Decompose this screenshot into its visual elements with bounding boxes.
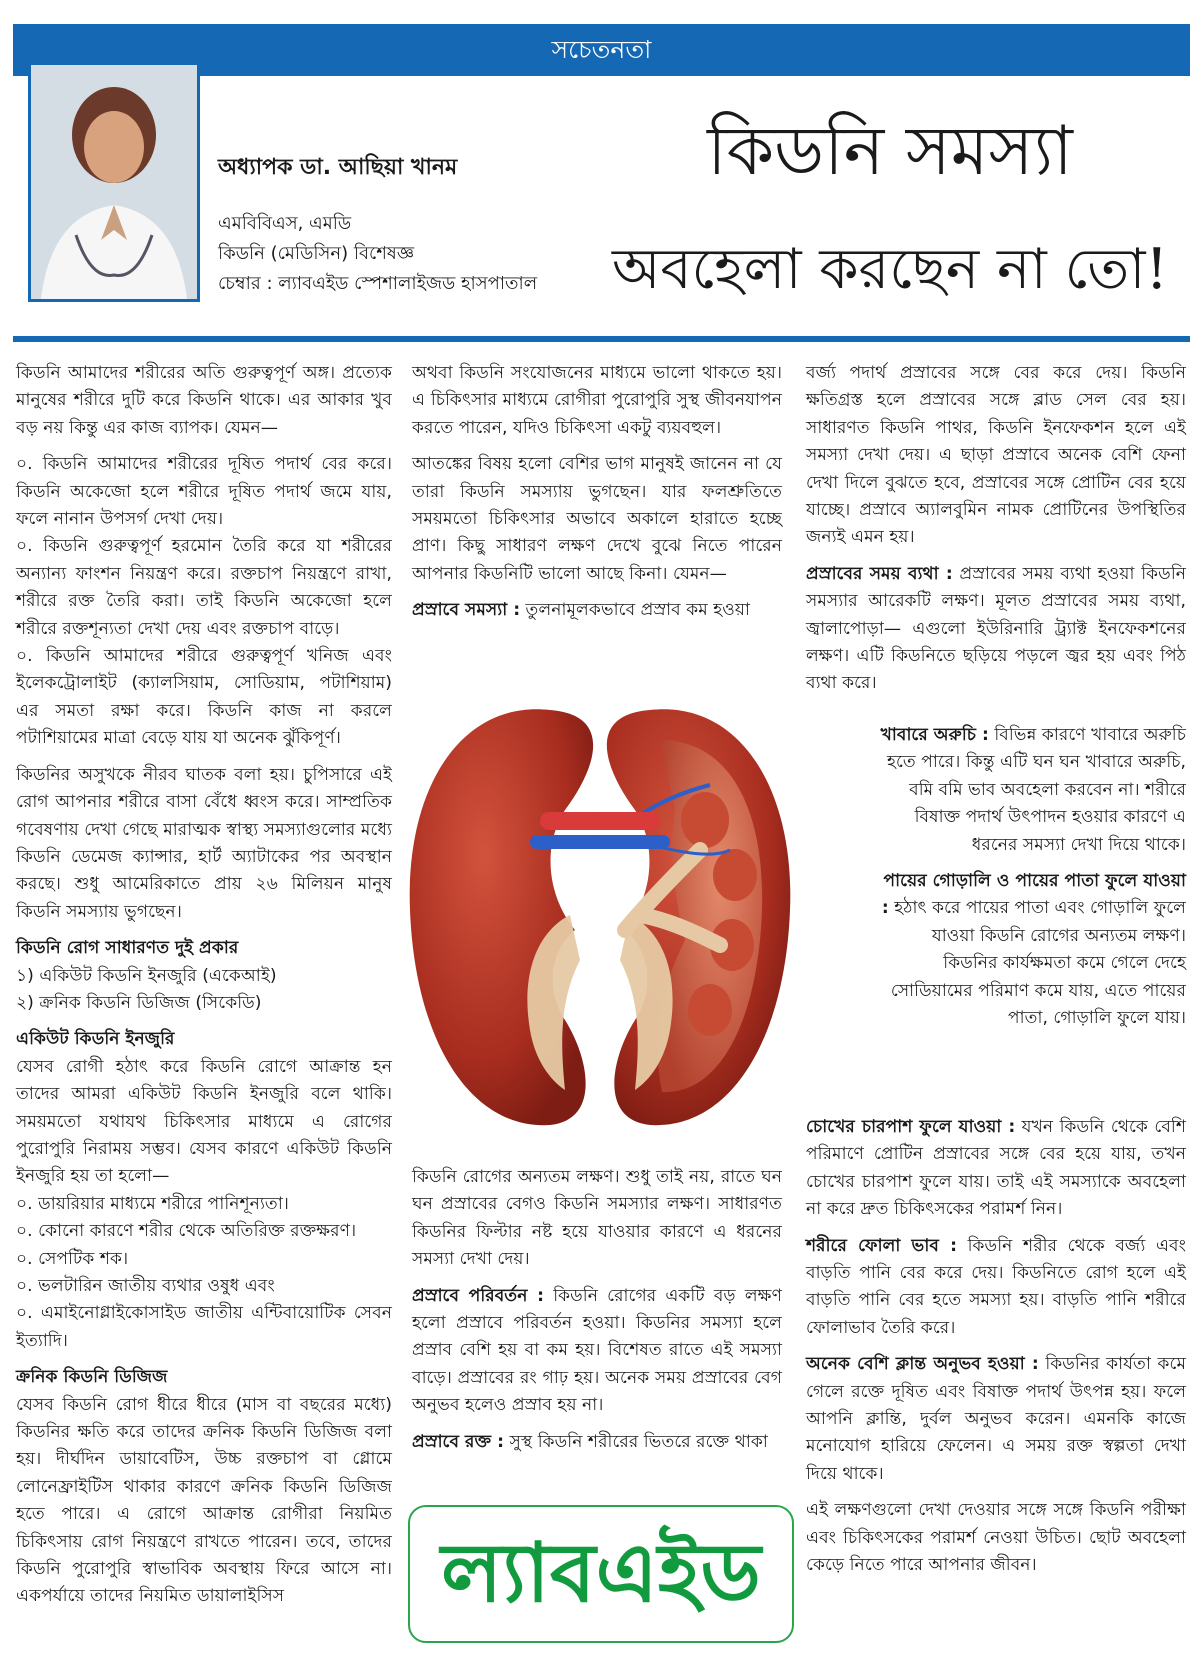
list-item: ০. এমাইনোগ্লাইকোসাইড জাতীয় এন্টিবায়োটিক সেবন ইত্যাদি। bbox=[16, 1303, 392, 1351]
paragraph: কিডনি রোগের অন্যতম লক্ষণ। শুধু তাই নয়, রাতে ঘন ঘন প্রস্রাবের বেগও কিডনি সমস্যার লক্ষণ। সাধারণত কিডনির ফিল্টার নষ্ট হয়ে যাওয়ার কারণে এ ধরনের সমস্যা দেখা দেয়। bbox=[412, 1167, 782, 1270]
labaid-logo bbox=[408, 1505, 794, 1643]
paragraph: যেসব রোগী হঠাৎ করে কিডনি রোগে আক্রান্ত হন তাদের আমরা একিউট কিডনি ইনজুরি বলে থাকি। সময়মতো যথাযথ চিকিৎসার মাধ্যমে এ রোগের পুরোপুরি নিরাময় সম্ভব। যেসব কারণে একিউট কিডনি ইনজুরি হয় তা হলো— bbox=[16, 1056, 392, 1187]
author-block bbox=[218, 150, 598, 299]
article-column-3-bottom bbox=[806, 1114, 1186, 1589]
paragraph: বর্জ্য পদার্থ প্রস্রাবের সঙ্গে বের করে দেয়। কিডনি ক্ষতিগ্রস্ত হলে প্রস্রাবের সঙ্গে ব্লাড সেল বের হয়। সাধারণত কিডনি পাথর, কিডনি ইনফেকশন হলে এই সমস্যা দেখা দেয়। এ ছাড়া প্রস্রাবে অনেক বেশি ফেনা দেখা দিলে বুঝতে হবে, প্রস্রাবের সঙ্গে প্রোটিন বের হয়ে যাচ্ছে। প্রস্রাবে অ্যালবুমিন নামক প্রোটিনের উপস্থিতির জন্যই এমন হয়। bbox=[806, 363, 1186, 548]
paragraph bbox=[806, 1233, 1186, 1343]
list-item: ০. কিডনি আমাদের শরীরের দূষিত পদার্থ বের করে। কিডনি অকেজো হলে শরীরে দূষিত পদার্থ জমে যায়, ফলে নানান উপসর্গ দেখা দেয়। bbox=[16, 454, 392, 530]
headline-line-1: কিডনি সমস্যা bbox=[707, 112, 1073, 191]
kidney-illustration bbox=[400, 700, 800, 1140]
logo-text: ল্যাবএইড bbox=[441, 1526, 761, 1621]
list-item: ০. ডায়রিয়ার মাধ্যমে শরীরে পানিশূন্যতা। bbox=[16, 1193, 289, 1214]
symptom-label: পায়ের গোড়ালি ও পায়ের পাতা ফুলে যাওয়া : bbox=[881, 871, 1186, 919]
paragraph: আতঙ্কের বিষয় হলো বেশির ভাগ মানুষই জানেন না যে তারা কিডনি সমস্যায় ভুগছেন। যার ফলশ্রুতিতে সময়মতো চিকিৎসার অভাবে অকালে হারাতে হচ্ছে প্রাণ। কিছু সাধারণ লক্ষণ দেখে বুঝে নিতে পারেন আপনার কিডনিটি ভালো আছে কিনা। যেমন— bbox=[412, 454, 782, 584]
list-item: ২) ক্রনিক কিডনি ডিজিজ (সিকেডি) bbox=[16, 992, 262, 1013]
author-degree: এমবিবিএস, এমডি bbox=[218, 213, 352, 234]
list-item: ১) একিউট কিডনি ইনজুরি (একেআই) bbox=[16, 965, 277, 986]
symptom-label: প্রস্রাবে পরিবর্তন : bbox=[412, 1285, 545, 1306]
paragraph bbox=[412, 1429, 782, 1456]
article-column-3-top bbox=[806, 360, 1186, 707]
symptom-text: সুস্থ কিডনি শরীরের ভিতরে রক্তে থাকা bbox=[504, 1431, 768, 1452]
symptom-label: প্রস্রাবে সমস্যা : bbox=[412, 600, 521, 621]
symptom-text: বিভিন্ন কারণে খাবারে অরুচি হতে পারে। কিন্তু এটি ঘন ঘন খাবারে অরুচি, বমি বমি ভাব অবহেলা করবেন না। শরীরে বিষাক্ত পদার্থ উৎপাদন হওয়ার কারণে এ ধরনের সমস্যা দেখা দিয়ে থাকে। bbox=[886, 725, 1186, 855]
headline-line-2: অবহেলা করছেন না তো! bbox=[612, 237, 1168, 302]
author-chamber: চেম্বার : ল্যাবএইড স্পেশালাইজড হাসপাতাল bbox=[218, 273, 538, 294]
paragraph bbox=[412, 597, 782, 624]
symptom-text: প্রস্রাবের সময় ব্যথা হওয়া কিডনি সমস্যার আরেকটি লক্ষণ। মূলত প্রস্রাবের সময় ব্যথা, জ্বালাপোড়া— এগুলো ইউরিনারি ট্র্যাক্ট ইনফেকশনের লক্ষণ। এটি কিডনিতে ছড়িয়ে পড়লে জ্বর হয় এবং পিঠ ব্যথা করে। bbox=[806, 563, 1186, 694]
symptom-label: অনেক বেশি ক্লান্ত অনুভব হওয়া : bbox=[806, 1354, 1039, 1375]
list-item: ০. কোনো কারণে শরীর থেকে অতিরিক্ত রক্তক্ষরণ। bbox=[16, 1221, 357, 1242]
symptom-text: কিডনি রোগের একটি বড় লক্ষণ হলো প্রস্রাবে পরিবর্তন হওয়া। কিডনির সমস্যা হলে প্রস্রাব বেশি হয় বা কম হয়। বিশেষত রাতে এই সমস্যা বাড়ে। প্রস্রাবের রং গাঢ় হয়। অনেক সময় প্রস্রাবের বেগ অনুভব হলেও প্রস্রাব হয় না। bbox=[412, 1285, 782, 1416]
symptom-label: প্রস্রাবের সময় ব্যথা : bbox=[806, 563, 953, 584]
article-column-2-bottom bbox=[412, 1164, 782, 1465]
paragraph bbox=[806, 1114, 1186, 1224]
subheading: কিডনি রোগ সাধারণত দুই প্রকার bbox=[16, 938, 239, 959]
paragraph: অথবা কিডনি সংযোজনের মাধ্যমে ভালো থাকতে হয়। এ চিকিৎসার মাধ্যমে রোগীরা পুরোপুরি সুস্থ জীবনযাপন করতে পারেন, যদিও চিকিৎসা একটু ব্যয়বহুল। bbox=[412, 363, 782, 438]
symptom-label: প্রস্রাবে রক্ত : bbox=[412, 1431, 505, 1452]
paragraph bbox=[412, 1283, 782, 1420]
article-column-3-wrap bbox=[880, 722, 1186, 1041]
symptom-text: হঠাৎ করে পায়ের পাতা এবং গোড়ালি ফুলে যাওয়া কিডনি রোগের অন্যতম লক্ষণ। কিডনির কার্যক্ষমতা কমে গেলে দেহে সোডিয়ামের পরিমাণ কমে যায়, এতে পায়ের পাতা, গোড়ালি ফুলে যায়। bbox=[888, 898, 1186, 1029]
section-banner: সচেতনতা bbox=[13, 24, 1190, 76]
paragraph: কিডনির অসুখকে নীরব ঘাতক বলা হয়। চুপিসারে এই রোগ আপনার শরীরে বাসা বেঁধে ধ্বংস করে। সাম্প্রতিক গবেষণায় দেখা গেছে মারাত্মক স্বাস্থ্য সমস্যাগুলোর মধ্যে কিডনি ডেমেজ ক্যান্সার, হার্ট অ্যাটাকের পর অবস্থান করছে। শুধু আমেরিকাতে প্রায় ২৬ মিলিয়ন মানুষ কিডনি সমস্যায় ভুগছেন। bbox=[16, 764, 392, 922]
subheading: একিউট কিডনি ইনজুরি bbox=[16, 1029, 175, 1050]
article-column-2-top bbox=[412, 360, 782, 634]
paragraph: এই লক্ষণগুলো দেখা দেওয়ার সঙ্গে সঙ্গে কিডনি পরীক্ষা এবং চিকিৎসকের পরামর্শ নেওয়া উচিত। ছোট অবহেলা কেড়ে নিতে পারে আপনার জীবন। bbox=[806, 1500, 1186, 1576]
symptom-text: যখন কিডনি থেকে বেশি পরিমাণে প্রোটিন প্রস্রাবের সঙ্গে বের হয়ে যায়, তখন চোখের চারপাশ ফুলে যায়। তাই এই সমস্যাকে অবহেলা না করে দ্রুত চিকিৎসকের পরামর্শ নিন। bbox=[806, 1117, 1186, 1220]
symptom-label: খাবারে অরুচি : bbox=[880, 725, 989, 745]
header-divider bbox=[13, 336, 1190, 342]
paragraph: যেসব কিডনি রোগ ধীরে ধীরে (মাস বা বছরের মধ্যে) কিডনির ক্ষতি করে তাদের ক্রনিক কিডনি ডিজিজ বলা হয়। দীর্ঘদিন ডায়াবেটিস, উচ্চ রক্তচাপ বা গ্লোমে লোনেফ্রাইটিস থাকার কারণে ক্রনিক কিডনি ডিজিজ হতে পারে। এ রোগে আক্রান্ত রোগীরা নিয়মিত চিকিৎসায় রোগ নিয়ন্ত্রণে রাখতে পারেন। তবে, তাদের কিডনি পুরোপুরি স্বাভাবিক অবস্থায় ফিরে আসে না। একপর্যায়ে তাদের নিয়মিত ডায়ালাইসিস bbox=[16, 1394, 392, 1607]
article-column-1 bbox=[16, 360, 392, 1611]
symptom-label: চোখের চারপাশ ফুলে যাওয়া : bbox=[806, 1117, 1016, 1137]
list-item: ০. সেপটিক শক। bbox=[16, 1248, 129, 1269]
author-photo bbox=[28, 62, 200, 302]
symptom-text: কিডনি শরীর থেকে বর্জ্য এবং বাড়তি পানি বের করে দেয়। কিডনিতে রোগ হলে এই বাড়তি পানি বের হতে সমস্যা হয়। বাড়তি পানি শরীরে ফোলাভাব তৈরি করে। bbox=[806, 1235, 1186, 1338]
symptom-text: কিডনির কার্যতা কমে গেলে রক্তে দূষিত এবং বিষাক্ত পদার্থ উৎপন্ন হয়। ফলে আপনি ক্লান্তি, দুর্বল অনুভব করেন। এমনকি কাজে মনোযোগ হারিয়ে ফেলেন। এ সময় রক্ত স্বল্পতা দেখা দিয়ে থাকে। bbox=[806, 1354, 1186, 1484]
symptom-text: তুলনামূলকভাবে প্রস্রাব কম হওয়া bbox=[520, 600, 751, 621]
headline bbox=[590, 104, 1190, 310]
symptom-label: শরীরে ফোলা ভাব : bbox=[806, 1235, 957, 1256]
paragraph bbox=[880, 868, 1186, 1032]
paragraph bbox=[806, 1351, 1186, 1488]
subheading: ক্রনিক কিডনি ডিজিজ bbox=[16, 1367, 168, 1388]
list-item: ০. ভলটারিন জাতীয় ব্যথার ওষুধ এবং bbox=[16, 1276, 275, 1296]
list-item: ০. কিডনি আমাদের শরীরে গুরুত্বপূর্ণ খনিজ এবং ইলেকট্রোলাইট (ক্যালসিয়াম, সোডিয়াম, পটাশিয়াম) এর সমতা রক্ষা করে। কিডনি কাজ না করলে পটাশিয়ামের মাত্রা বেড়ে যায় যা অনেক ঝুঁকিপূর্ণ। bbox=[16, 646, 392, 749]
paragraph bbox=[806, 561, 1186, 698]
paragraph bbox=[880, 722, 1186, 859]
paragraph: কিডনি আমাদের শরীরের অতি গুরুত্বপূর্ণ অঙ্গ। প্রত্যেক মানুষের শরীরে দুটি করে কিডনি থাকে। এর আকার খুব বড় নয় কিন্তু এর কাজ ব্যাপক। যেমন— bbox=[16, 363, 392, 438]
list-item: ০. কিডনি গুরুত্বপূর্ণ হরমোন তৈরি করে যা শরীরের অন্যান্য ফাংশন নিয়ন্ত্রণ করে। রক্তচাপ নিয়ন্ত্রণে রাখা, শরীরে রক্ত তৈরি করা। তাই কিডনি অকেজো হলে শরীরে রক্তশূন্যতা দেখা দেয় এবং রক্তচাপ বাড়ে। bbox=[16, 536, 392, 639]
author-specialty: কিডনি (মেডিসিন) বিশেষজ্ঞ bbox=[218, 243, 415, 264]
author-name: অধ্যাপক ডা. আছিয়া খানম bbox=[218, 155, 458, 180]
